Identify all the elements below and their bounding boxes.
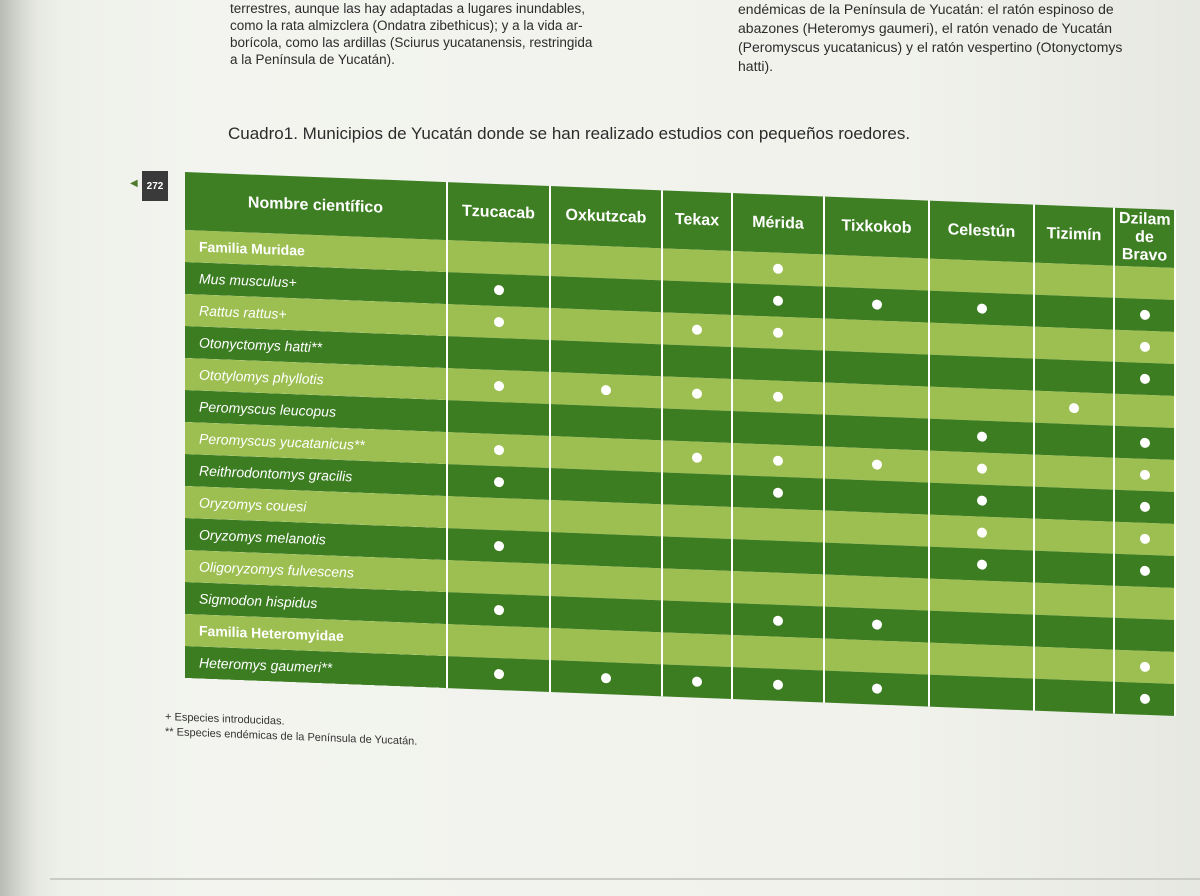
- species-table: [185, 172, 1176, 716]
- presence-cell: [929, 419, 1034, 455]
- presence-dot-icon: [601, 385, 611, 395]
- species-name: Mus musculus+: [185, 262, 447, 304]
- presence-cell: [447, 368, 550, 404]
- page-number: 272: [142, 171, 168, 201]
- presence-cell: [550, 564, 662, 600]
- presence-cell: [662, 472, 732, 507]
- text-line: endémicas de la Península de Yucatán: el ratón espinoso de: [738, 1, 1114, 17]
- presence-cell: [1114, 554, 1175, 588]
- presence-cell: [824, 639, 929, 675]
- presence-dot-icon: [1140, 694, 1150, 704]
- presence-cell: [550, 276, 662, 312]
- presence-cell: [1034, 263, 1114, 298]
- presence-cell: [447, 272, 550, 308]
- presence-cell: [662, 504, 732, 539]
- triangle-left-icon: ◀: [130, 178, 138, 189]
- presence-dot-icon: [1140, 470, 1150, 480]
- presence-dot-icon: [977, 559, 987, 569]
- book-spine: [0, 0, 40, 896]
- table-notes: [165, 710, 417, 750]
- presence-cell: [1034, 487, 1114, 522]
- presence-cell: [1034, 679, 1114, 714]
- presence-dot-icon: [1140, 438, 1150, 448]
- presence-cell: [929, 451, 1034, 487]
- text-column-right: [738, 1, 1188, 76]
- text-column-left: [230, 0, 690, 68]
- presence-dot-icon: [494, 477, 504, 487]
- presence-dot-icon: [773, 616, 783, 626]
- presence-dot-icon: [494, 541, 504, 551]
- presence-cell: [550, 532, 662, 568]
- presence-cell: [1114, 586, 1175, 620]
- species-name: Peromyscus leucopus: [185, 390, 447, 432]
- species-name: Familia Muridae: [185, 230, 447, 272]
- note-endemic: ** Especies endémicas de la Península de Yucatán.: [165, 726, 418, 748]
- presence-cell: [824, 479, 929, 515]
- presence-dot-icon: [494, 285, 504, 295]
- presence-cell: [1034, 551, 1114, 586]
- presence-cell: [732, 571, 824, 607]
- presence-cell: [662, 632, 732, 667]
- presence-cell: [929, 323, 1034, 359]
- presence-cell: [929, 579, 1034, 615]
- presence-cell: [550, 660, 662, 696]
- presence-cell: [929, 643, 1034, 679]
- presence-dot-icon: [494, 381, 504, 391]
- presence-cell: [1114, 362, 1175, 396]
- presence-cell: [1114, 330, 1175, 364]
- text-line: como la rata almizclera (Ondatra zibethicus); y a la vida ar-: [230, 18, 583, 33]
- species-name: Ototylomys phyllotis: [185, 358, 447, 400]
- presence-cell: [824, 447, 929, 483]
- column-header-municipio: Celestún: [929, 201, 1034, 263]
- species-name: Heteromys gaumeri**: [185, 646, 447, 688]
- presence-dot-icon: [692, 676, 702, 686]
- presence-cell: [550, 340, 662, 376]
- presence-cell: [1034, 519, 1114, 554]
- presence-cell: [447, 560, 550, 596]
- presence-dot-icon: [773, 456, 783, 466]
- column-header-municipio: Tizimín: [1034, 205, 1114, 266]
- presence-cell: [929, 611, 1034, 647]
- presence-cell: [732, 379, 824, 415]
- presence-cell: [929, 675, 1034, 711]
- presence-cell: [732, 347, 824, 383]
- column-header-municipio: Mérida: [732, 193, 824, 255]
- presence-dot-icon: [1140, 374, 1150, 384]
- presence-cell: [662, 280, 732, 315]
- presence-dot-icon: [872, 683, 882, 693]
- species-name: Reithrodontomys gracilis: [185, 454, 447, 496]
- presence-cell: [824, 607, 929, 643]
- presence-dot-icon: [773, 680, 783, 690]
- presence-cell: [929, 547, 1034, 583]
- presence-cell: [824, 575, 929, 611]
- presence-cell: [1114, 490, 1175, 524]
- presence-cell: [1114, 618, 1175, 652]
- presence-cell: [929, 387, 1034, 423]
- presence-cell: [1114, 458, 1175, 492]
- species-name: Rattus rattus+: [185, 294, 447, 336]
- presence-cell: [447, 304, 550, 340]
- presence-cell: [447, 592, 550, 628]
- presence-cell: [447, 496, 550, 532]
- presence-dot-icon: [1140, 310, 1150, 320]
- presence-dot-icon: [494, 605, 504, 615]
- presence-cell: [1034, 423, 1114, 458]
- species-name: Oligoryzomys fulvescens: [185, 550, 447, 592]
- text-line: abazones (Heteromys gaumeri), el ratón venado de Yucatán: [738, 20, 1113, 36]
- presence-dot-icon: [494, 445, 504, 455]
- presence-cell: [732, 315, 824, 351]
- presence-cell: [662, 664, 732, 699]
- presence-dot-icon: [977, 527, 987, 537]
- presence-cell: [550, 596, 662, 632]
- presence-cell: [662, 344, 732, 379]
- presence-cell: [447, 528, 550, 564]
- presence-cell: [1034, 647, 1114, 682]
- text-line: hatti).: [738, 58, 774, 74]
- presence-cell: [732, 667, 824, 703]
- presence-cell: [732, 603, 824, 639]
- presence-dot-icon: [1140, 662, 1150, 672]
- species-name: Oryzomys couesi: [185, 486, 447, 528]
- presence-cell: [1034, 583, 1114, 618]
- presence-dot-icon: [773, 264, 783, 274]
- presence-dot-icon: [601, 673, 611, 683]
- presence-cell: [662, 600, 732, 635]
- presence-cell: [662, 568, 732, 603]
- presence-cell: [550, 436, 662, 472]
- presence-cell: [1034, 391, 1114, 426]
- presence-dot-icon: [977, 495, 987, 505]
- presence-cell: [929, 515, 1034, 551]
- presence-cell: [550, 372, 662, 408]
- species-name: Sigmodon hispidus: [185, 582, 447, 624]
- presence-dot-icon: [773, 296, 783, 306]
- presence-cell: [929, 291, 1034, 327]
- column-header-name: Nombre científico: [185, 172, 447, 240]
- presence-cell: [732, 443, 824, 479]
- presence-cell: [550, 500, 662, 536]
- presence-cell: [550, 468, 662, 504]
- text-line: (Peromyscus yucatanicus) y el ratón vespertino (Otonyctomys: [738, 39, 1123, 55]
- column-header-municipio: Tzucacab: [447, 182, 550, 244]
- species-table-wrapper: [185, 172, 1175, 730]
- presence-cell: [824, 671, 929, 707]
- presence-cell: [1034, 327, 1114, 362]
- presence-cell: [824, 383, 929, 419]
- presence-cell: [447, 240, 550, 276]
- presence-cell: [447, 400, 550, 436]
- table-body: [185, 230, 1175, 716]
- presence-cell: [1114, 394, 1175, 428]
- presence-cell: [824, 351, 929, 387]
- species-name: Peromyscus yucatanicus**: [185, 422, 447, 464]
- page-bottom-rule: [50, 878, 1200, 880]
- presence-cell: [732, 635, 824, 671]
- presence-cell: [824, 543, 929, 579]
- text-line: a la Península de Yucatán).: [230, 52, 395, 67]
- presence-cell: [662, 248, 732, 283]
- presence-dot-icon: [773, 328, 783, 338]
- presence-cell: [447, 464, 550, 500]
- presence-dot-icon: [1140, 534, 1150, 544]
- species-name: Oryzomys melanotis: [185, 518, 447, 560]
- presence-cell: [732, 283, 824, 319]
- presence-cell: [929, 483, 1034, 519]
- presence-cell: [447, 432, 550, 468]
- text-line: borícola, como las ardillas (Sciurus yucatanensis, restringida: [230, 35, 593, 50]
- presence-cell: [1114, 266, 1175, 300]
- presence-cell: [662, 536, 732, 571]
- presence-cell: [824, 255, 929, 291]
- text-line: terrestres, aunque las hay adaptadas a lugares inundables,: [230, 1, 585, 16]
- presence-cell: [447, 624, 550, 660]
- presence-cell: [550, 404, 662, 440]
- presence-cell: [1034, 295, 1114, 330]
- presence-dot-icon: [1140, 342, 1150, 352]
- presence-cell: [824, 511, 929, 547]
- presence-cell: [662, 408, 732, 443]
- presence-cell: [447, 656, 550, 692]
- presence-cell: [929, 355, 1034, 391]
- presence-cell: [824, 319, 929, 355]
- presence-cell: [732, 539, 824, 575]
- table-caption: Cuadro1. Municipios de Yucatán donde se han realizado estudios con pequeños roedores.: [228, 124, 911, 143]
- species-name: Familia Heteromyidae: [185, 614, 447, 656]
- column-header-municipio: Tekax: [662, 190, 732, 251]
- presence-dot-icon: [872, 459, 882, 469]
- presence-cell: [732, 507, 824, 543]
- presence-dot-icon: [977, 303, 987, 313]
- presence-dot-icon: [977, 463, 987, 473]
- presence-cell: [732, 411, 824, 447]
- presence-cell: [1034, 455, 1114, 490]
- presence-dot-icon: [494, 317, 504, 327]
- presence-cell: [824, 415, 929, 451]
- presence-cell: [824, 287, 929, 323]
- presence-dot-icon: [977, 431, 987, 441]
- presence-dot-icon: [692, 388, 702, 398]
- presence-cell: [662, 376, 732, 411]
- presence-dot-icon: [773, 488, 783, 498]
- presence-dot-icon: [872, 299, 882, 309]
- column-header-municipio: Oxkutzcab: [550, 186, 662, 248]
- presence-dot-icon: [1140, 566, 1150, 576]
- presence-cell: [1114, 298, 1175, 332]
- presence-cell: [1114, 426, 1175, 460]
- presence-cell: [929, 259, 1034, 295]
- presence-dot-icon: [1069, 403, 1079, 413]
- presence-cell: [732, 475, 824, 511]
- column-header-municipio: Dzilam de Bravo: [1114, 208, 1175, 268]
- presence-cell: [550, 308, 662, 344]
- species-name: Otonyctomys hatti**: [185, 326, 447, 368]
- presence-cell: [1034, 359, 1114, 394]
- presence-cell: [732, 251, 824, 287]
- presence-cell: [550, 628, 662, 664]
- presence-cell: [447, 336, 550, 372]
- presence-cell: [1114, 650, 1175, 684]
- presence-dot-icon: [494, 669, 504, 679]
- column-header-municipio: Tixkokob: [824, 197, 929, 259]
- presence-cell: [662, 440, 732, 475]
- presence-dot-icon: [692, 452, 702, 462]
- presence-cell: [1034, 615, 1114, 650]
- presence-cell: [1114, 522, 1175, 556]
- presence-cell: [550, 244, 662, 280]
- presence-dot-icon: [692, 324, 702, 334]
- presence-dot-icon: [1140, 502, 1150, 512]
- presence-cell: [662, 312, 732, 347]
- note-introduced: + Especies introducidas.: [165, 711, 285, 728]
- presence-cell: [1114, 682, 1175, 716]
- presence-dot-icon: [872, 619, 882, 629]
- presence-dot-icon: [773, 392, 783, 402]
